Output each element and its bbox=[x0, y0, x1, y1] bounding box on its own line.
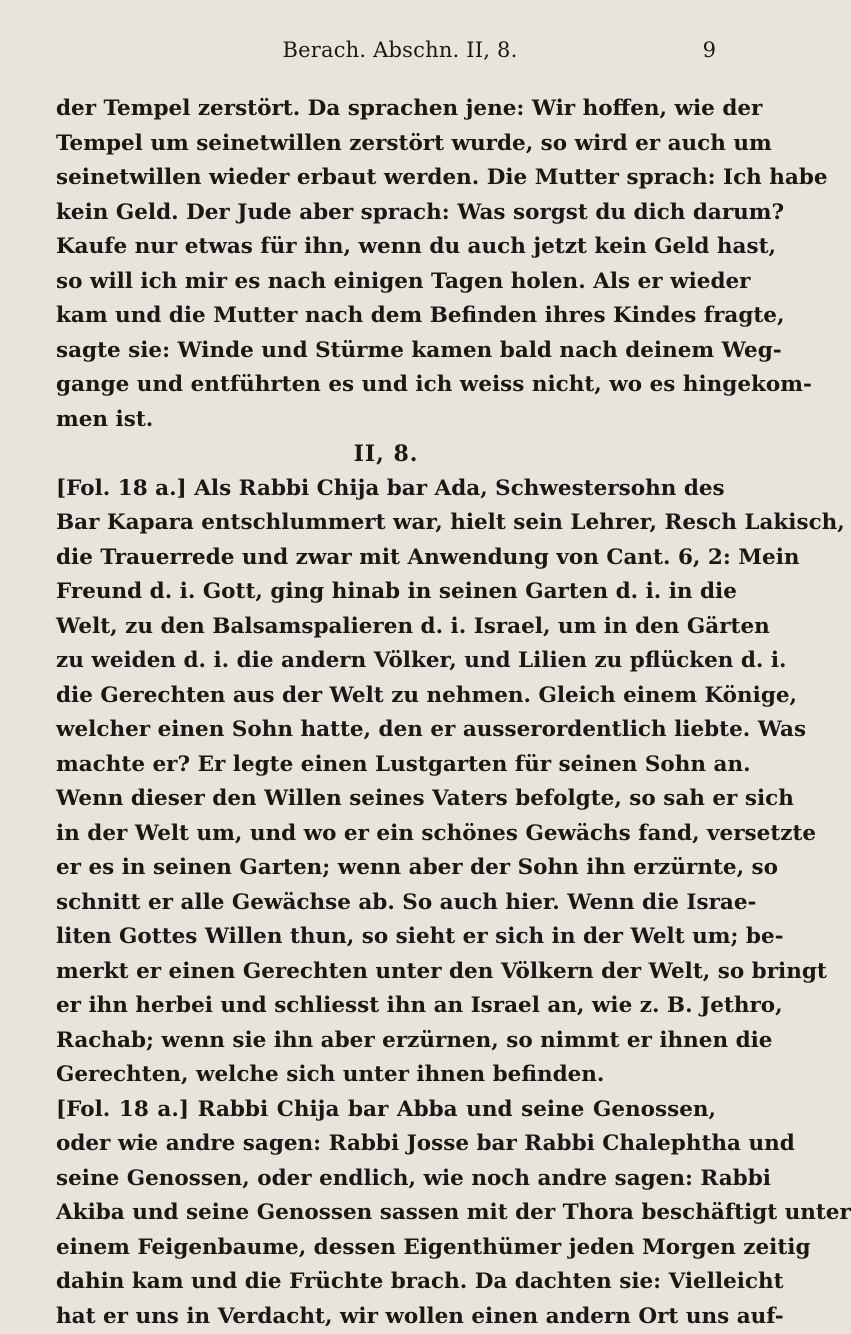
text-line: Tempel um seinetwillen zerstört wurde, so wird er auch um bbox=[56, 127, 716, 162]
text-line: die Gerechten aus der Welt zu nehmen. Gleich einem Könige, bbox=[56, 679, 716, 714]
body-text bbox=[56, 92, 716, 1334]
text-line: seinetwillen wieder erbaut werden. Die Mutter sprach: Ich habe bbox=[56, 161, 716, 196]
text-line: Akiba und seine Genossen sassen mit der Thora beschäftigt unter bbox=[56, 1196, 716, 1231]
text-line: er ihn herbei und schliesst ihn an Israel an, wie z. B. Jethro, bbox=[56, 989, 716, 1024]
text-line: Bar Kapara entschlummert war, hielt sein Lehrer, Resch Lakisch, bbox=[56, 506, 716, 541]
text-line: hat er uns in Verdacht, wir wollen einen andern Ort uns auf- bbox=[56, 1300, 716, 1334]
text-line: machte er? Er legte einen Lustgarten für seinen Sohn an. bbox=[56, 748, 716, 783]
text-line: kam und die Mutter nach dem Befinden ihres Kindes fragte, bbox=[56, 299, 716, 334]
text-line: merkt er einen Gerechten unter den Völkern der Welt, so bringt bbox=[56, 955, 716, 990]
text-line: der Tempel zerstört. Da sprachen jene: Wir hoffen, wie der bbox=[56, 92, 716, 127]
text-line: gange und entführten es und ich weiss nicht, wo es hingekom- bbox=[56, 368, 716, 403]
text-line: Wenn dieser den Willen seines Vaters befolgte, so sah er sich bbox=[56, 782, 716, 817]
text-line: Freund d. i. Gott, ging hinab in seinen Garten d. i. in die bbox=[56, 575, 716, 610]
text-line: dahin kam und die Früchte brach. Da dachten sie: Vielleicht bbox=[56, 1265, 716, 1300]
text-line: kein Geld. Der Jude aber sprach: Was sorgst du dich darum? bbox=[56, 196, 716, 231]
text-line: seine Genossen, oder endlich, wie noch andre sagen: Rabbi bbox=[56, 1162, 716, 1197]
page-number: 9 bbox=[703, 38, 716, 62]
text-line: einem Feigenbaume, dessen Eigenthümer jeden Morgen zeitig bbox=[56, 1231, 716, 1266]
page-header bbox=[0, 38, 800, 68]
text-line: so will ich mir es nach einigen Tagen holen. Als er wieder bbox=[56, 265, 716, 300]
text-line: [Fol. 18 a.] Rabbi Chija bar Abba und seine Genossen, bbox=[56, 1093, 716, 1128]
paragraph-end-line: Gerechten, welche sich unter ihnen befinden. bbox=[56, 1058, 716, 1093]
text-line: Welt, zu den Balsamspalieren d. i. Israel, um in den Gärten bbox=[56, 610, 716, 645]
text-line: er es in seinen Garten; wenn aber der Sohn ihn erzürnte, so bbox=[56, 851, 716, 886]
text-line: welcher einen Sohn hatte, den er ausserordentlich liebte. Was bbox=[56, 713, 716, 748]
text-line: schnitt er alle Gewächse ab. So auch hier. Wenn die Israe- bbox=[56, 886, 716, 921]
text-line: die Trauerrede und zwar mit Anwendung von Cant. 6, 2: Mein bbox=[56, 541, 716, 576]
text-line: oder wie andre sagen: Rabbi Josse bar Rabbi Chalephtha und bbox=[56, 1127, 716, 1162]
text-line: in der Welt um, und wo er ein schönes Gewächs fand, versetzte bbox=[56, 817, 716, 852]
section-heading: II, 8. bbox=[56, 437, 716, 472]
text-line: liten Gottes Willen thun, so sieht er sich in der Welt um; be- bbox=[56, 920, 716, 955]
text-line: Rachab; wenn sie ihn aber erzürnen, so nimmt er ihnen die bbox=[56, 1024, 716, 1059]
running-head: Berach. Abschn. II, 8. bbox=[0, 38, 800, 62]
text-line: [Fol. 18 a.] Als Rabbi Chija bar Ada, Schwestersohn des bbox=[56, 472, 716, 507]
text-line: sagte sie: Winde und Stürme kamen bald nach deinem Weg- bbox=[56, 334, 716, 369]
paragraph-end-line: men ist. bbox=[56, 403, 716, 438]
text-line: zu weiden d. i. die andern Völker, und Lilien zu pflücken d. i. bbox=[56, 644, 716, 679]
text-line: Kaufe nur etwas für ihn, wenn du auch jetzt kein Geld hast, bbox=[56, 230, 716, 265]
